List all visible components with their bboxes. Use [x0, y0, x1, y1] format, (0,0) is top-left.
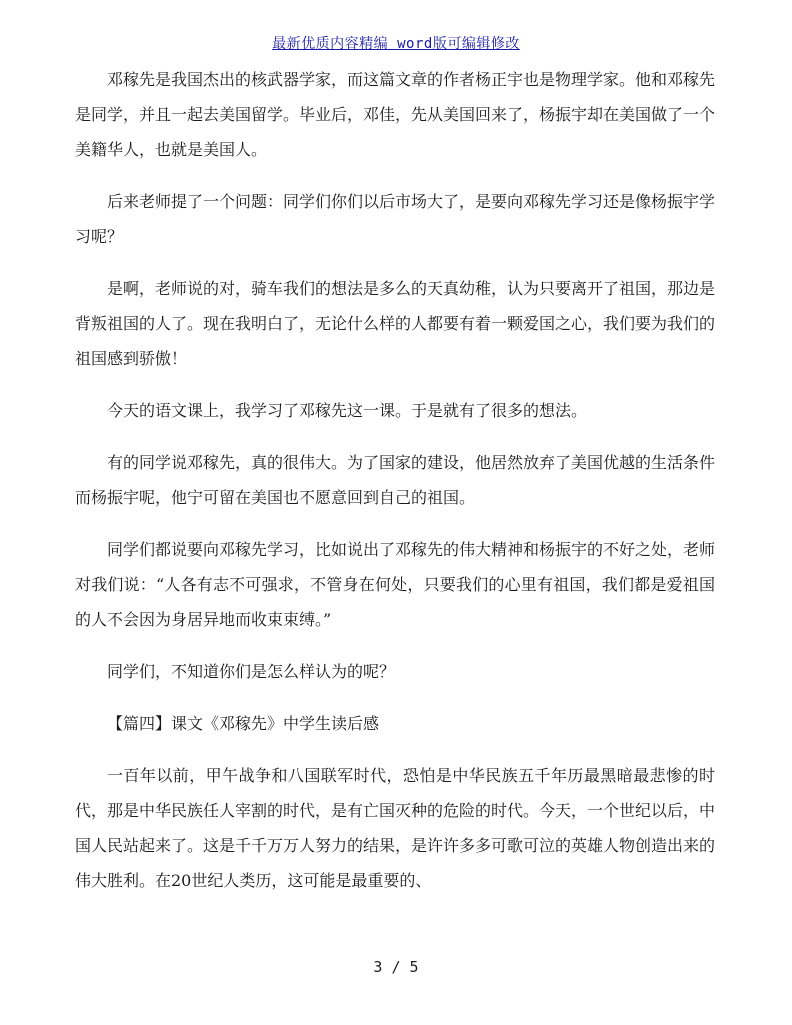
paragraph: 一百年以前，甲午战争和八国联军时代，恐怕是中华民族五千年历最黑暗最悲惨的时代，那是中华民族任人宰割的时代，是有亡国灭种的危险的时代。今天，一个世纪以后，中国人民站起来了。这是千千万万人努力的结果，是许许多多可歌可泣的英雄人物创造出来的伟大胜利。在20世纪人类历，这可能是最重要的、 [75, 766, 716, 890]
header-link[interactable]: 最新优质内容精编 word版可编辑修改 [272, 36, 520, 52]
paragraph: 同学们都说要向邓稼先学习，比如说出了邓稼先的伟大精神和杨振宇的不好之处，老师对我们说：“人各有志不可强求，不管身在何处，只要我们的心里有祖国，我们都是爱祖国的人不会因为身居异地而收束束缚。” [75, 540, 716, 629]
paragraph: 有的同学说邓稼先，真的很伟大。为了国家的建设，他居然放弃了美国优越的生活条件而杨振宇呢，他宁可留在美国也不愿意回到自己的祖国。 [75, 453, 716, 507]
paragraph: 今天的语文课上，我学习了邓稼先这一课。于是就有了很多的想法。 [107, 401, 588, 420]
section-heading: 【篇四】课文《邓稼先》中学生读后感 [107, 714, 380, 733]
paragraph: 同学们，不知道你们是怎么样认为的呢？ [107, 662, 396, 681]
page-number: 3 / 5 [373, 958, 419, 976]
document-body [75, 62, 715, 915]
paragraph: 是啊，老师说的对，骑车我们的想法是多么的天真幼稚，认为只要离开了祖国，那边是背叛祖国的人了。现在我明白了，无论什么样的人都要有着一颗爱国之心，我们要为我们的祖国感到骄傲！ [75, 279, 716, 368]
paragraph: 后来老师提了一个问题：同学们你们以后市场大了，是要向邓稼先学习还是像杨振宇学习呢？ [75, 192, 716, 246]
paragraph: 邓稼先是我国杰出的核武器学家，而这篇文章的作者杨正宇也是物理学家。他和邓稼先是同学，并且一起去美国留学。毕业后，邓佳，先从美国回来了，杨振宇却在美国做了一个美籍华人，也就是美国人。 [75, 70, 716, 159]
